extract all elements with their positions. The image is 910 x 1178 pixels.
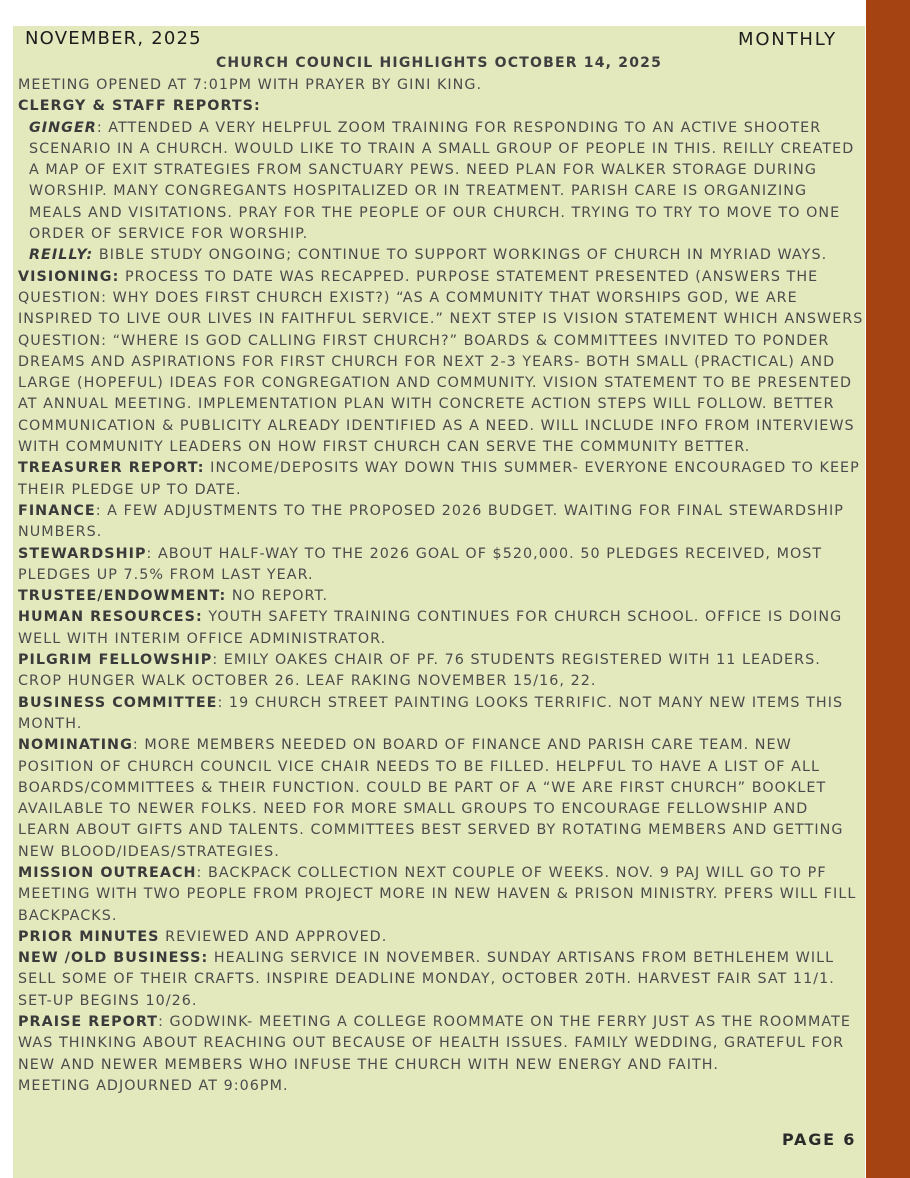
ginger-text: : ATTENDED A VERY HELPFUL ZOOM TRAINING FOR RESPONDING TO AN ACTIVE SHOOTER SCENARIO IN A CHURCH. WOULD LIKE TO TRAIN A SMALL GROUP OF PEOPLE IN THIS. REILLY CREATED A MAP OF EXIT STRATEGIES FROM SANCTUARY PEWS. NEED PLAN FOR WALKER STORAGE DURING WORSHIP. MANY CONGREGANTS HOSPITALIZED OR IN TREATMENT. PARISH CARE IS ORGANIZING MEALS AND VISITATIONS. PRAY FOR THE PEOPLE OF OUR CHURCH. TRYING TO TRY TO MOVE TO ONE ORDER OF SERVICE FOR WORSHIP. (29, 119, 855, 243)
section-treasurer (18, 458, 864, 501)
section-label: PILGRIM FELLOWSHIP (18, 652, 213, 669)
section-label: PRAISE REPORT (18, 1014, 159, 1031)
ginger-label: GINGER (29, 119, 97, 136)
section-text: INCOME/DEPOSITS WAY DOWN THIS SUMMER- EVERYONE ENCOURAGED TO KEEP THEIR PLEDGE UP TO DATE. (18, 460, 860, 498)
section-text: : GODWINK- MEETING A COLLEGE ROOMMATE ON THE FERRY JUST AS THE ROOMMATE WAS THINKING ABOUT REACHING OUT BECAUSE OF HEALTH ISSUES. FAMILY WEDDING, GRATEFUL FOR NEW AND NEWER MEMBERS WHO INFUSE THE CHURCH WITH NEW ENERGY AND FAITH. (18, 1014, 851, 1073)
section-text: : MORE MEMBERS NEEDED ON BOARD OF FINANCE AND PARISH CARE TEAM. NEW POSITION OF CHURCH COUNCIL VICE CHAIR NEEDS TO BE FILLED. HELPFUL TO HAVE A LIST OF ALL BOARDS/COMMITTEES & THEIR FUNCTION. COULD BE PART OF A “WE ARE FIRST CHURCH” BOOKLET AVAILABLE TO NEWER FOLKS. NEED FOR MORE SMALL GROUPS TO ENCOURAGE FELLOWSHIP AND LEARN ABOUT GIFTS AND TALENTS. COMMITTEES BEST SERVED BY ROTATING MEMBERS AND GETTING NEW BLOOD/IDEAS/STRATEGIES. (18, 737, 844, 860)
section-text: REVIEWED AND APPROVED. (159, 928, 388, 945)
section-human-resources (18, 607, 864, 650)
section-label: STEWARDSHIP (18, 545, 147, 562)
section-label: BUSINESS COMMITTEE (18, 694, 218, 711)
section-praise-report (18, 1012, 864, 1076)
closing-line: MEETING ADJOURNED AT 9:06PM. (18, 1077, 289, 1094)
section-label: NOMINATING (18, 737, 133, 754)
clergy-heading: CLERGY & STAFF REPORTS: (18, 98, 261, 115)
section-text: PROCESS TO DATE WAS RECAPPED. PURPOSE STATEMENT PRESENTED (ANSWERS THE QUESTION: WHY DOES FIRST CHURCH EXIST?) “AS A COMMUNITY THAT WORSHIPS GOD, WE ARE INSPIRED TO LIVE OUR LIVES IN FAITHFUL SERVICE.” NEXT STEP IS VISION STATEMENT WHICH ANSWERS QUESTION: “WHERE IS GOD CALLING FIRST CHURCH?” BOARDS & COMMITTEES INVITED TO PONDER DREAMS AND ASPIRATIONS FOR FIRST CHURCH FOR NEXT 2-3 YEARS- BOTH SMALL (PRACTICAL) AND LARGE (HOPEFUL) IDEAS FOR CONGREGATION AND COMMUNITY. VISION STATEMENT TO BE PRESENTED AT ANNUAL MEETING. IMPLEMENTATION PLAN WITH CONCRETE ACTION STEPS WILL FOLLOW. BETTER COMMUNICATION & PUBLICITY ALREADY IDENTIFIED AS A NEED. WILL INCLUDE INFO FROM INTERVIEWS WITH COMMUNITY LEADERS ON HOW FIRST CHURCH CAN SERVE THE COMMUNITY BETTER. (18, 268, 864, 456)
section-text: HEALING SERVICE IN NOVEMBER. SUNDAY ARTISANS FROM BETHLEHEM WILL SELL SOME OF THEIR CRAFTS. INSPIRE DEADLINE MONDAY, OCTOBER 20TH. HARVEST FAIR SAT 11/1. SET-UP BEGINS 10/26. (18, 950, 835, 1009)
section-new-old-business (18, 948, 864, 1012)
issue-date: NOVEMBER, 2025 (25, 28, 202, 49)
accent-sidebar (866, 0, 910, 1178)
section-prior-minutes (18, 927, 864, 948)
section-label: HUMAN RESOURCES: (18, 609, 203, 626)
section-business-committee (18, 693, 864, 736)
issue-frequency: MONTHLY (738, 29, 837, 50)
section-label: VISIONING: (18, 268, 120, 285)
page-title: CHURCH COUNCIL HIGHLIGHTS OCTOBER 14, 2025 (215, 55, 663, 71)
section-stewardship (18, 544, 864, 587)
section-pilgrim-fellowship (18, 650, 864, 693)
reilly-report (18, 245, 864, 266)
section-trustee (18, 586, 864, 607)
page-number: PAGE 6 (782, 1130, 857, 1149)
section-text: : EMILY OAKES CHAIR OF PF. 76 STUDENTS REGISTERED WITH 11 LEADERS. CROP HUNGER WALK OCTOBER 26. LEAF RAKING NOVEMBER 15/16, 22. (18, 652, 821, 690)
section-label: TREASURER REPORT: (18, 460, 205, 477)
minutes-body (18, 75, 864, 1097)
section-text: NO REPORT. (226, 588, 329, 605)
section-text: YOUTH SAFETY TRAINING CONTINUES FOR CHURCH SCHOOL. OFFICE IS DOING WELL WITH INTERIM OFFICE ADMINISTRATOR. (18, 609, 843, 647)
opening-line: MEETING OPENED AT 7:01PM WITH PRAYER BY GINI KING. (18, 77, 483, 93)
section-label: MISSION OUTREACH (18, 864, 197, 881)
reilly-label: REILLY: (29, 247, 94, 264)
section-text: : 19 CHURCH STREET PAINTING LOOKS TERRIFIC. NOT MANY NEW ITEMS THIS MONTH. (18, 694, 844, 732)
section-label: NEW /OLD BUSINESS: (18, 950, 209, 967)
section-visioning (18, 267, 864, 459)
section-label: TRUSTEE/ENDOWMENT: (18, 588, 227, 605)
section-label: PRIOR MINUTES (18, 928, 160, 945)
reilly-text: BIBLE STUDY ONGOING; CONTINUE TO SUPPORT WORKINGS OF CHURCH IN MYRIAD WAYS. (93, 247, 828, 264)
section-text: : A FEW ADJUSTMENTS TO THE PROPOSED 2026 BUDGET. WAITING FOR FINAL STEWARDSHIP NUMBERS. (18, 502, 844, 541)
section-text: : BACKPACK COLLECTION NEXT COUPLE OF WEEKS. NOV. 9 PAJ WILL GO TO PF MEETING WITH TWO PEOPLE FROM PROJECT MORE IN NEW HAVEN & PRISON MINISTRY. PFERS WILL FILL BACKPACKS. (18, 864, 857, 924)
section-nominating (18, 735, 864, 863)
section-mission-outreach (18, 863, 864, 927)
section-label: FINANCE (18, 502, 96, 519)
ginger-report (18, 118, 864, 246)
section-text: : ABOUT HALF-WAY TO THE 2026 GOAL OF $520,000. 50 PLEDGES RECEIVED, MOST PLEDGES UP 7.5% FROM LAST YEAR. (18, 545, 823, 583)
section-finance (18, 501, 864, 544)
